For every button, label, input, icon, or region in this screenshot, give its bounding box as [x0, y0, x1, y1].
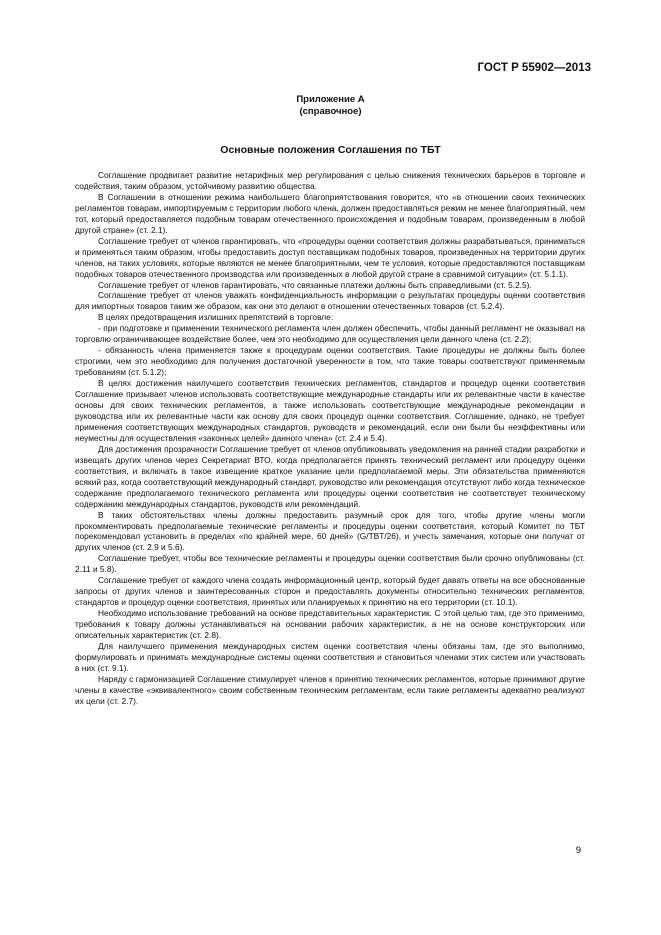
paragraph: В таких обстоятельствах члены должны предоставить разумный срок для того, чтобы другие члены могли прокомментировать предполагаемые технические регламенты и процедуры оценки соответствия, который Комитет по ТБТ порекомендовал установить в пределах «по крайней мере, 60 дней» (G/TBT/26), и учесть замечания, которые они получат от других членов (ст. 2.9 и 5.6).	[75, 509, 585, 553]
paragraph: Для наилучшего применения международных систем оценки соответствия члены обязаны там, где это выполнимо, формулировать и принимать международные системы оценки соответствия и становиться членами этих систем или участвовать в них (ст. 9.1).	[75, 640, 585, 673]
page-number: 9	[575, 845, 581, 856]
paragraph: Соглашение требует, чтобы все технические регламенты и процедуры оценки соответствия были срочно опубликованы (ст. 2.11 и 5.8).	[75, 553, 585, 575]
paragraph: Соглашение требует от членов гарантировать, что связанные платежи должны быть справедливыми (ст. 5.2.5).	[98, 279, 532, 290]
appendix-title: Приложение А	[296, 94, 365, 105]
paragraph: Для достижения прозрачности Соглашение требует от членов опубликовывать уведомления на ранней стадии разработки и извещать других членов через Секретариат ВТО, когда предполагается принять технический регламент или процедуру оценки соответствия, и включать в такое извещение краткое указание цели предполагаемой меры. Эти обязательства применяются всякий раз, когда соответствующий международный стандарт, руководство или рекомендация отсутствуют либо когда техническое содержание предполагаемого технического регламента или процедуры оценки соответствия не соответствует техническому содержанию международных стандартов, руководств или рекомендаций.	[75, 443, 585, 509]
list-item: - обязанность члена применяется также к процедурам оценки соответствия. Такие процедуры не должны быть более строгими, чем это необходимо для получения достаточной уверенности в том, что такие товары соответствуют применяемым требованиям (ст. 5.1.2);	[75, 345, 585, 378]
document-code: ГОСТ Р 55902—2013	[477, 62, 591, 74]
paragraph: В целях достижения наилучшего соответствия технических регламентов, стандартов и процедур оценки соответствия Соглашение призывает членов использовать соответствующие международные стандарты или их релевантные части в качестве основы для своих технических регламентов, а также использовать соответствующие международные рекомендации и руководства или их релевантные части как основу для своих процедур оценки соответствия. Соглашение, однако, не требует применения соответствующих международных стандартов, руководств и рекомендаций, если они были бы неэффективны или неуместны для осуществления «законных целей» данного члена» (ст. 2.4 и 5.4).	[75, 378, 585, 443]
paragraph: В Соглашении в отношении режима наибольшего благоприятствования говорится, что «в отношении своих технических регламентов товарам, импортируемым с территории любого члена, должен предоставляться режим не менее благоприятный, чем тот, который предоставляется подобным товарам отечественного происхождения и подобным товарам, произведенным в любой другой стране» (ст. 2.1).	[75, 191, 585, 235]
document-body	[75, 170, 585, 707]
paragraph: Соглашение требует от членов гарантировать, что «процедуры оценки соответствия должны разрабатываться, приниматься и применяться таким образом, чтобы предоставить доступ поставщикам подобных товаров, произведенных на территории других членов, на таких условиях, которые являются не менее благоприятными, чем те условия, которые предоставляются поставщикам подобных товаров отечественного производства или произведенных в любой другой стране в сравнимой ситуации» (ст. 5.1.1).	[75, 235, 585, 279]
paragraph: Соглашение требует от членов уважать конфиденциальность информации о результатах процедуры оценки соответствия для импортных товаров таким же образом, как они это делают в отношении отечественных товаров (ст. 5.2.4).	[75, 290, 585, 312]
paragraph: В целях предотвращения излишних препятствий в торговле:	[98, 312, 334, 323]
section-title: Основные положения Соглашения по ТБТ	[220, 144, 441, 156]
paragraph: Соглашение продвигает развитие нетарифных мер регулирования с целью снижения технических барьеров в торговле и содействия, таким образом, устойчивому развитию общества.	[75, 170, 585, 191]
paragraph: Наряду с гармонизацией Соглашение стимулирует членов к принятию технических регламентов, которые принимают другие члены в качестве «эквивалентного» своим собственным техническим регламентам, если такие регламенты адекватно реализуют их цели (ст. 2.7).	[75, 673, 585, 706]
list-item: - при подготовке и применении технического регламента член должен обеспечить, чтобы данный регламент не оказывал на торговлю ограничивающее воздействие более, чем это необходимо для осуществления цели данного члена (ст. 2.2);	[75, 323, 585, 345]
appendix-heading	[0, 94, 661, 118]
appendix-note: (справочное)	[299, 106, 362, 117]
paragraph: Необходимо использование требований на основе представительных характеристик. С этой целью там, где это применимо, требования к товару должны устанавливаться на основании рабочих характеристик, а не на основе конструкторских или описательных характеристик (ст. 2.8).	[75, 608, 585, 641]
paragraph: Соглашение требует от каждого члена создать информационный центр, который будет давать ответы на все обоснованные запросы от других членов и заинтересованных сторон и предоставлять документы относительно технических регламентов, стандартов и процедур оценки соответствия, принятых или планируемых к принятию на его территории (ст. 10.1).	[75, 575, 585, 608]
